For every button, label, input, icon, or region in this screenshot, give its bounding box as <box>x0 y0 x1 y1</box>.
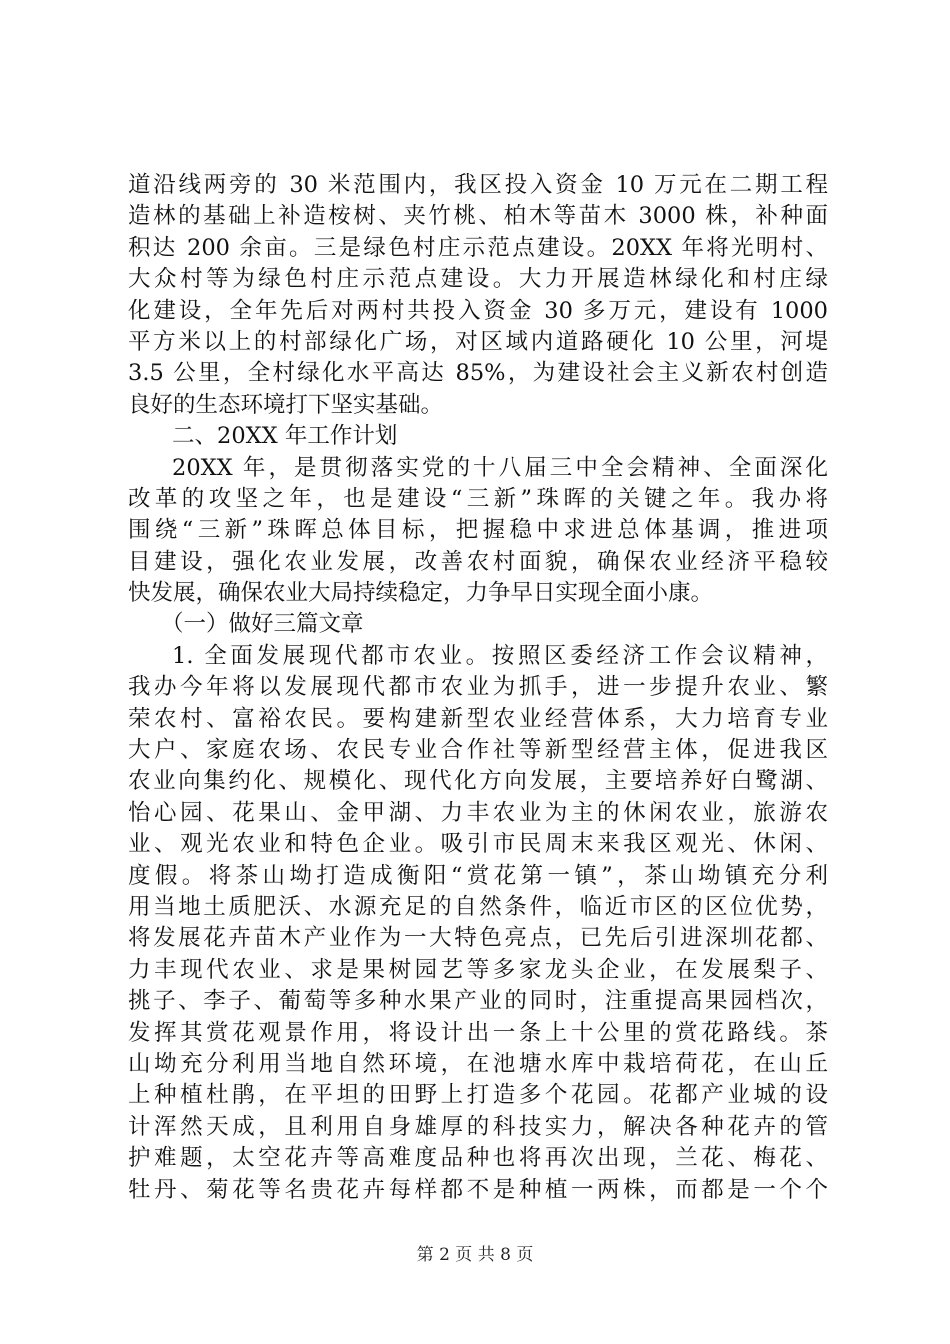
text-line: 快发展，确保农业大局持续稳定，力争早日实现全面小康。 <box>128 580 714 607</box>
text-line: 平方米以上的村部绿化广场，对区域内道路硬化 10 公里，河堤 <box>128 328 828 355</box>
text-line: 1. 全面发展现代都市农业。按照区委经济工作会议精神， <box>172 642 828 669</box>
text-line: 积达 200 余亩。三是绿色村庄示范点建设。20XX 年将光明村、 <box>128 234 828 261</box>
text-line: 力丰现代农业、求是果树园艺等多家龙头企业，在发展梨子、 <box>128 956 828 983</box>
text-line: 牡丹、菊花等名贵花卉每样都不是种植一两株，而都是一个个 <box>128 1176 828 1203</box>
text-line: 怡心园、花果山、金甲湖、力丰农业为主的休闲农业，旅游农 <box>128 799 828 826</box>
text-line: 业、观光农业和特色企业。吸引市民周末来我区观光、休闲、 <box>128 831 828 858</box>
text-line: 发挥其赏花观景作用，将设计出一条上十公里的赏花路线。茶 <box>128 1019 828 1046</box>
text-line: 良好的生态环境打下坚实基础。 <box>128 391 444 418</box>
text-line: 计浑然天成，且利用自身雄厚的科技实力，解决各种花卉的管 <box>128 1113 828 1140</box>
text-line: 度假。将茶山坳打造成衡阳“赏花第一镇”，茶山坳镇充分利 <box>128 862 828 889</box>
text-line: 将发展花卉苗木产业作为一大特色亮点，已先后引进深圳花都、 <box>128 925 828 952</box>
text-line: 目建设，强化农业发展，改善农村面貌，确保农业经济平稳较 <box>128 548 828 575</box>
text-line: 二、20XX 年工作计划 <box>172 423 398 450</box>
text-line: 我办今年将以发展现代都市农业为抓手，进一步提升农业、繁 <box>128 674 828 701</box>
text-line: 大众村等为绿色村庄示范点建设。大力开展造林绿化和村庄绿 <box>128 266 828 293</box>
text-line: 改革的攻坚之年，也是建设“三新”珠晖的关键之年。我办将 <box>128 485 828 512</box>
text-line: 20XX 年，是贯彻落实党的十八届三中全会精神、全面深化 <box>172 454 828 481</box>
text-line: 上种植杜鹃，在平坦的田野上打造多个花园。花都产业城的设 <box>128 1082 828 1109</box>
text-line: 3.5 公里，全村绿化水平高达 85%，为建设社会主义新农村创造 <box>128 360 828 387</box>
text-line: 大户、家庭农场、农民专业合作社等新型经营主体，促进我区 <box>128 737 828 764</box>
text-line: 围绕“三新”珠晖总体目标，把握稳中求进总体基调，推进项 <box>128 517 828 544</box>
text-line: 荣农村、富裕农民。要构建新型农业经营体系，大力培育专业 <box>128 705 828 732</box>
page-footer: 第 2 页 共 8 页 <box>416 1245 534 1265</box>
text-line: 挑子、李子、葡萄等多种水果产业的同时，注重提高果园档次， <box>128 988 828 1015</box>
text-line: 化建设，全年先后对两村共投入资金 30 多万元，建设有 1000 <box>128 297 828 324</box>
text-line: 山坳充分利用当地自然环境，在池塘水库中栽培荷花，在山丘 <box>128 1050 828 1077</box>
text-line: （一）做好三篇文章 <box>161 611 364 638</box>
text-line: 造林的基础上补造桉树、夹竹桃、柏木等苗木 3000 株，补种面 <box>128 203 828 230</box>
text-line: 用当地土质肥沃、水源充足的自然条件，临近市区的区位优势， <box>128 893 828 920</box>
text-line: 道沿线两旁的 30 米范围内，我区投入资金 10 万元在二期工程 <box>128 172 828 198</box>
document-body <box>128 170 828 1206</box>
text-line: 护难题，太空花卉等高难度品种也将再次出现，兰花、梅花、 <box>128 1145 828 1172</box>
text-line: 农业向集约化、规模化、现代化方向发展，主要培养好白鹭湖、 <box>128 768 828 795</box>
